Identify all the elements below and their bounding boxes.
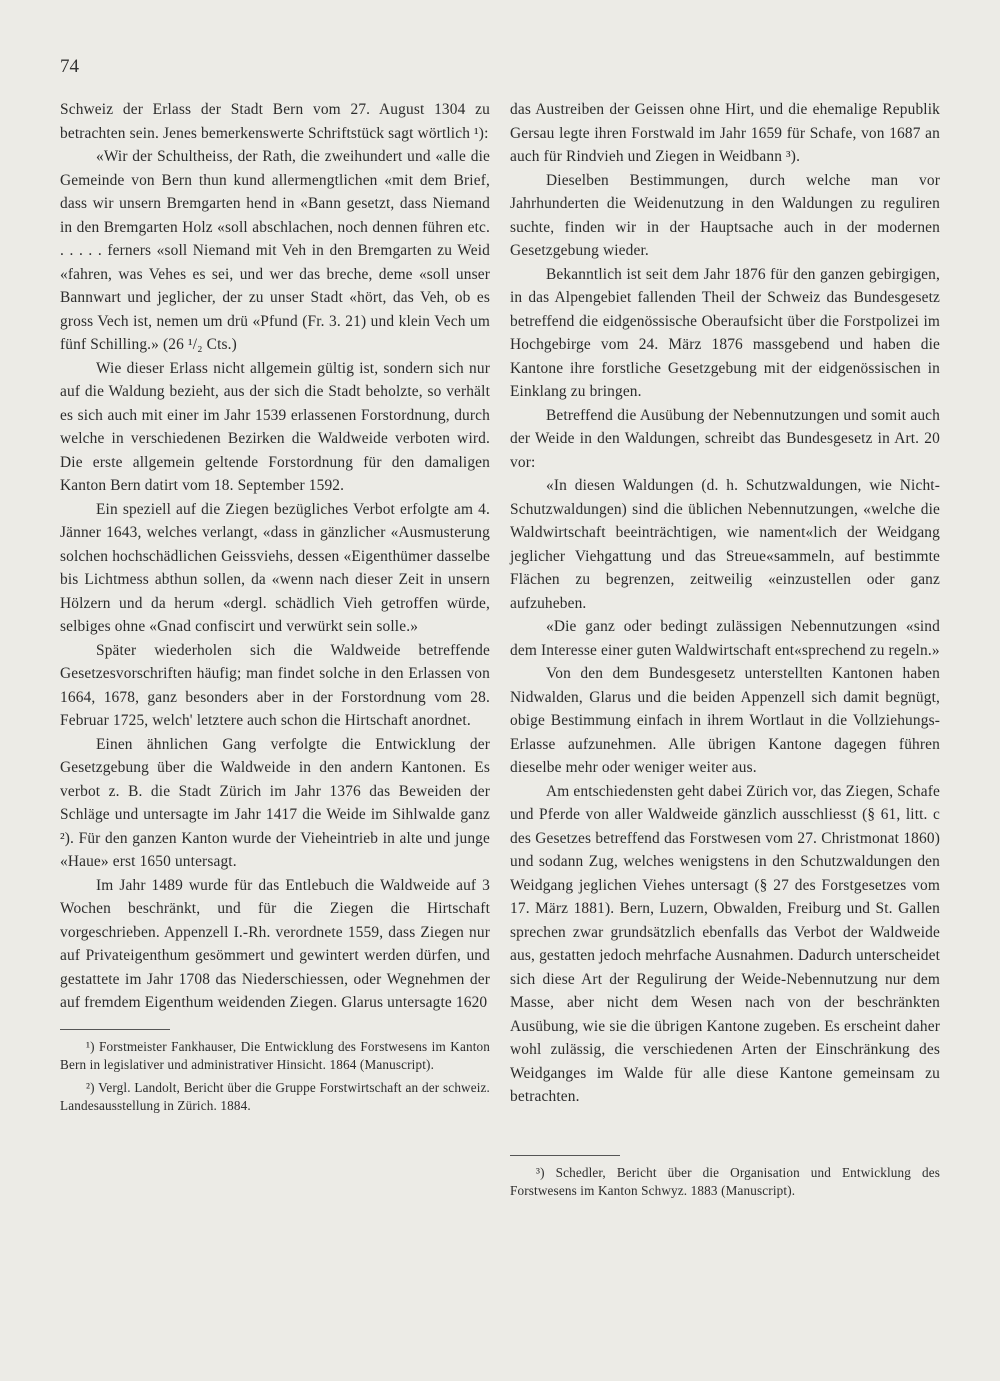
left-column — [60, 98, 490, 1116]
paragraph: Später wiederholen sich die Waldweide betreffende Gesetzesvorschriften häufig; man findet solche in den Erlassen von 1664, 1678, ganz besonders aber in der Forstordnung vom 28. Februar 1725, welch' letztere auch schon die Hirtschaft anordnet. — [60, 641, 490, 729]
paragraph: Betreffend die Ausübung der Nebennutzungen und somit auch der Weide in den Waldungen, schreibt das Bundesgesetz in Art. 20 vor: — [510, 406, 940, 471]
footnote: ²) Vergl. Landolt, Bericht über die Gruppe Forstwirtschaft an der schweiz. Landesausstellung in Zürich. 1884. — [60, 1079, 490, 1113]
footnote: ¹) Forstmeister Fankhauser, Die Entwicklung des Forstwesens im Kanton Bern in legislativer und administrativer Hinsicht. 1864 (Manuscript). — [60, 1038, 490, 1072]
paragraph: Von den dem Bundesgesetz unterstellten Kantonen haben Nidwalden, Glarus und die beiden Appenzell sich damit begnügt, obige Bestimmung einfach in ihrem Wortlaut in die Vollziehungs-Erlasse aufzunehmen. Alle übrigen Kantone dagegen führen dieselbe mehr oder weniger weiter aus. — [510, 665, 940, 776]
page-number: 74 — [60, 56, 79, 77]
right-column — [510, 98, 940, 1201]
paragraph: das Austreiben der Geissen ohne Hirt, und die ehemalige Republik Gersau legte ihren Forstwald im Jahr 1659 für Schafe, von 1687 an auch für Rindvieh und Ziegen in Weidbann ³). — [510, 101, 940, 165]
paragraph: Schweiz der Erlass der Stadt Bern vom 27. August 1304 zu betrachten sein. Jenes bemerkenswerte Schriftstück sagt wörtlich ¹): — [60, 101, 490, 142]
paragraph-quote: «Die ganz oder bedingt zulässigen Nebennutzungen «sind dem Interesse einer guten Waldwirtschaft ent«sprechend zu regeln.» — [510, 618, 940, 659]
paragraph: Wie dieser Erlass nicht allgemein gültig ist, sondern sich nur auf die Waldung bezieht, aus der sich die Stadt beholzte, so verhält es sich auch mit einer im Jahr 1539 erlassenen Forstordnung, durch welche in verschiedenen Bezirken die Waldweide verboten wird. Die erste allgemein geltende Forstordnung für den damaligen Kanton Bern datirt vom 18. September 1592. — [60, 359, 490, 494]
paragraph: Dieselben Bestimmungen, durch welche man vor Jahrhunderten die Weidenutzung in den Waldungen zu reguliren suchte, finden wir in der Hauptsache auch in der modernen Gesetzgebung wieder. — [510, 171, 940, 259]
footnote: ³) Schedler, Bericht über die Organisation und Entwicklung des Forstwesens im Kanton Schwyz. 1883 (Manuscript). — [510, 1164, 940, 1198]
footnotes — [60, 1038, 490, 1116]
paragraph-quote: «In diesen Waldungen (d. h. Schutzwaldungen, wie Nicht-Schutzwaldungen) sind die üblichen Nebennutzungen, «welche die Waldwirtschaft beeinträchtigen, wie nament«lich der Weidgang jeglicher Viehgattung und das Streue«sammeln, auf bestimmte Flächen zu begrenzen, zeitweilig «einzustellen oder ganz aufzuheben. — [510, 477, 940, 612]
paragraph-quote: «Wir der Schultheiss, der Rath, die zweihundert und «alle die Gemeinde von Bern thun kund allermengtlichen «mit dem Brief, dass wir unsern Bremgarten hend in «Bann gesetzt, dass Niemand in den Bremgarten Holz «soll abschlachen, noch dennen führen etc. . . . . . ferners «soll Niemand mit Veh in den Bremgarten zu Weid «fahren, was Vehes es sei, und wer das breche, deme «soll unser Bannwart und jeglicher, der zu unser Stadt «hört, das Veh, ob es gross Vech ist, nemen um drü «Pfund (Fr. 3. 21) und klein Vech um fünf Schilling.» (26 ¹/₂ Cts.) — [60, 148, 490, 353]
paragraph: Ein speziell auf die Ziegen bezügliches Verbot erfolgte am 4. Jänner 1643, welches verlangt, «dass in gänzlicher «Ausmusterung solchen hochschädlichen Geissviehs, dessen «Eigenthümer dasselbe bis Lichtmess abthun sollen, da «wenn nach dieser Zeit in unsern Hölzern und da herum «dergl. schädlich Vieh getroffen würde, selbiges ohne «Gnad confiscirt und verwürkt sein solle.» — [60, 500, 490, 635]
footnote-divider — [510, 1155, 620, 1156]
footnotes — [510, 1164, 940, 1201]
paragraph: Bekanntlich ist seit dem Jahr 1876 für den ganzen gebirgigen, in das Alpengebiet fallenden Theil der Schweiz das Bundesgesetz betreffend die eidgenössische Oberaufsicht über die Forstpolizei im Hochgebirge vom 24. März 1876 massgebend und haben die Kantone ihre forstliche Gesetzgebung mit der eidgenössischen in Einklang zu bringen. — [510, 265, 940, 400]
paragraph: Einen ähnlichen Gang verfolgte die Entwicklung der Gesetzgebung über die Waldweide in den andern Kantonen. Es verbot z. B. die Stadt Zürich im Jahr 1376 das Beweiden der Schläge und untersagte im Jahr 1417 die Weide im Sihlwalde ganz ²). Für den ganzen Kanton wurde der Vieheintrieb in alte und junge «Haue» erst 1650 untersagt. — [60, 735, 490, 870]
paragraph: Im Jahr 1489 wurde für das Entlebuch die Waldweide auf 3 Wochen beschränkt, und für die Ziegen die Hirtschaft vorgeschrieben. Appenzell I.-Rh. verordnete 1559, dass Ziegen nur auf Privateigenthum gesömmert und gewintert werden dürfen, und gestattete im Jahr 1708 das Niederschiessen, oder Wegnehmen der auf fremdem Eigenthum weidenden Ziegen. Glarus untersagte 1620 — [60, 876, 490, 1011]
paragraph: Am entschiedensten geht dabei Zürich vor, das Ziegen, Schafe und Pferde von aller Waldweide gänzlich ausschliesst (§ 61, litt. c des Gesetzes betreffend das Forstwesen vom 27. Christmonat 1860) und sodann Zug, welches wenigstens in den Schutzwaldungen den Weidgang jeglichen Viehes untersagt (§ 27 des Forstgesetzes vom 17. März 1881). Bern, Luzern, Obwalden, Freiburg und St. Gallen sprechen zwar grundsätzlich ebenfalls das Verbot der Waldweide aus, gestatten jedoch mehrfache Ausnahmen. Dadurch unterscheidet sich diese Art der Regulirung der Weide-Nebennutzung nur dem Masse, aber nicht dem Wesen nach von der beschränkten Ausübung, wie sie die übrigen Kantone zugeben. Es erscheint daher wohl zulässig, die verschiedenen Arten der Einschränkung des Weidganges im Walde für alle diese Kantone gemeinsam zu betrachten. — [510, 782, 940, 1105]
footnote-divider — [60, 1029, 170, 1030]
